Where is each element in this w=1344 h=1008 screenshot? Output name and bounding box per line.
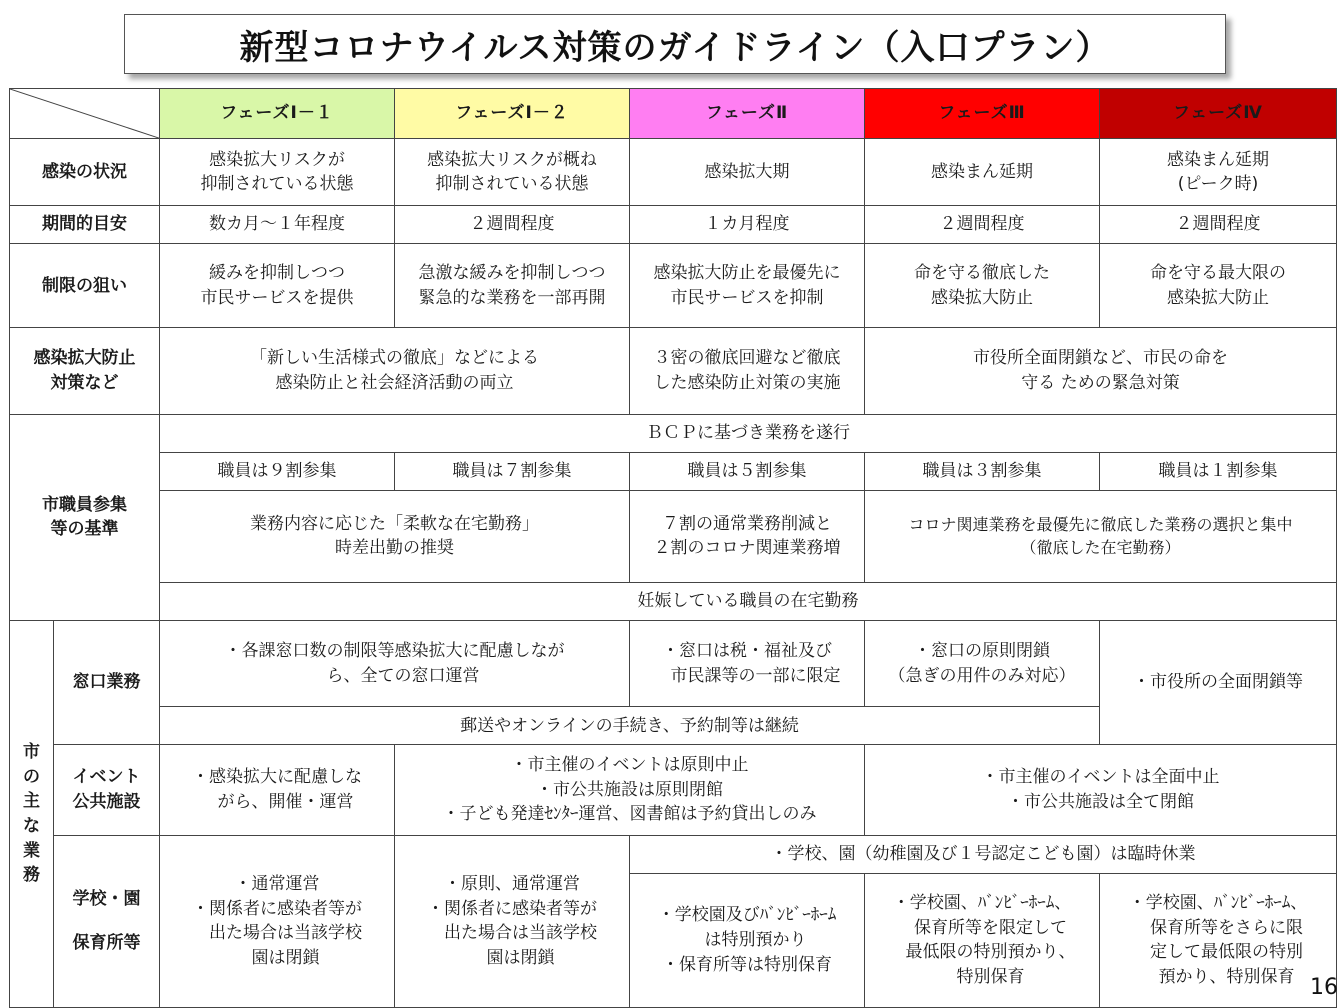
status-label: 感染の状況 [10,139,160,206]
guideline-table [9,88,1337,1008]
events-label: イベント 公共施設 [54,745,160,835]
measures-phase-3-4: 市役所全面閉鎖など、市民の命を 守る ための緊急対策 [865,328,1337,414]
work-phase-1: 業務内容に応じた「柔軟な在宅勤務」 時差出勤の推奨 [160,490,630,582]
status-cell: 感染拡大リスクが 抑制されている状態 [160,139,395,206]
work-phase-3-4: コロナ関連業務を最優先に徹底した業務の選択と集中 （徹底した在宅勤務） [865,490,1337,582]
schools-phase-1-2: ・原則、通常運営 ・関係者に感染者等が 出た場合は当該学校 園は閉鎖 [395,835,630,1007]
corner-cell [10,89,160,139]
attendance-cell: 職員は９割参集 [160,452,395,490]
events-row [10,745,1337,835]
corner-diagonal [10,89,159,138]
phase-header-row [10,89,1337,139]
aim-cell: 命を守る最大限の 感染拡大防止 [1100,244,1337,328]
phase-1-2-header: フェーズⅠ－２ [395,89,630,139]
status-cell: 感染まん延期 [865,139,1100,206]
status-cell: 感染拡大期 [630,139,865,206]
schools-closure-cell: ・学校、園（幼稚園及び１号認定こども園）は臨時休業 [630,835,1337,873]
period-row [10,206,1337,244]
aim-row [10,244,1337,328]
pregnant-cell: 妊娠している職員の在宅勤務 [160,583,1337,621]
work-phase-2: ７割の通常業務削減と ２割のコロナ関連業務増 [630,490,865,582]
period-cell: 数カ月～１年程度 [160,206,395,244]
aim-cell: 緩みを抑制しつつ 市民サービスを提供 [160,244,395,328]
attendance-cell: 職員は１割参集 [1100,452,1337,490]
phase-3-header: フェーズⅢ [865,89,1100,139]
schools-label: 学校・園 保育所等 [54,835,160,1007]
schools-phase-1-1: ・通常運営 ・関係者に感染者等が 出た場合は当該学校 園は閉鎖 [160,835,395,1007]
period-cell: ２週間程度 [865,206,1100,244]
schools-phase-4: ・学校園、ﾊﾞﾝﾋﾞｰﾎｰﾑ、 保育所等をさらに限 定して最低限の特別 預かり、特別保育 [1100,873,1337,1007]
counter-phase-4: ・市役所の全面閉鎖等 [1100,621,1337,745]
bcp-cell: ＢＣＰに基づき業務を遂行 [160,414,1337,452]
staff-pregnant-row [10,583,1337,621]
measures-row [10,328,1337,414]
page-number: 16 [1310,975,1338,1000]
counter-phase-2: ・窓口は税・福祉及び 市民課等の一部に限定 [630,621,865,707]
status-cell: 感染まん延期 (ピーク時) [1100,139,1337,206]
period-cell: ２週間程度 [1100,206,1337,244]
online-cell: 郵送やオンラインの手続き、予約制等は継続 [160,707,1100,745]
main-duties-label: 市 の 主 な 業 務 [10,621,54,1008]
page-title: 新型コロナウイルス対策のガイドライン（入口プラン） [124,14,1226,74]
phase-4-header: フェーズⅣ [1100,89,1337,139]
aim-cell: 命を守る徹底した 感染拡大防止 [865,244,1100,328]
aim-label: 制限の狙い [10,244,160,328]
staff-attendance-row [10,452,1337,490]
attendance-cell: 職員は３割参集 [865,452,1100,490]
counter-label: 窓口業務 [54,621,160,745]
period-cell: １カ月程度 [630,206,865,244]
schools-phase-2: ・学校園及びﾊﾞﾝﾋﾞｰﾎｰﾑ は特別預かり ・保育所等は特別保育 [630,873,865,1007]
attendance-cell: 職員は７割参集 [395,452,630,490]
period-label: 期間的目安 [10,206,160,244]
measures-phase-1: 「新しい生活様式の徹底」などによる 感染防止と社会経済活動の両立 [160,328,630,414]
counter-phase-3: ・窓口の原則閉鎖 （急ぎの用件のみ対応） [865,621,1100,707]
aim-cell: 感染拡大防止を最優先に 市民サービスを抑制 [630,244,865,328]
events-phase-1-2-2: ・市主催のイベントは原則中止 ・市公共施設は原則閉館 ・子ども発達ｾﾝﾀｰ運営、図書館は予約貸出しのみ [395,745,865,835]
phase-2-header: フェーズⅡ [630,89,865,139]
schools-phase-3: ・学校園、ﾊﾞﾝﾋﾞｰﾎｰﾑ、 保育所等を限定して 最低限の特別預かり、 特別保育 [865,873,1100,1007]
phase-1-1-header: フェーズⅠ－１ [160,89,395,139]
staff-work-row [10,490,1337,582]
counter-row [10,621,1337,707]
measures-label: 感染拡大防止 対策など [10,328,160,414]
staff-label: 市職員参集 等の基準 [10,414,160,620]
aim-cell: 急激な緩みを抑制しつつ 緊急的な業務を一部再開 [395,244,630,328]
events-phase-3-4: ・市主催のイベントは全面中止 ・市公共施設は全て閉館 [865,745,1337,835]
events-phase-1-1: ・感染拡大に配慮しな がら、開催・運営 [160,745,395,835]
period-cell: ２週間程度 [395,206,630,244]
counter-phase-1: ・各課窓口数の制限等感染拡大に配慮しなが ら、全ての窓口運営 [160,621,630,707]
status-row [10,139,1337,206]
measures-phase-2: ３密の徹底回避など徹底 した感染防止対策の実施 [630,328,865,414]
school-closure-row [10,835,1337,873]
attendance-cell: 職員は５割参集 [630,452,865,490]
status-cell: 感染拡大リスクが概ね 抑制されている状態 [395,139,630,206]
staff-bcp-row [10,414,1337,452]
